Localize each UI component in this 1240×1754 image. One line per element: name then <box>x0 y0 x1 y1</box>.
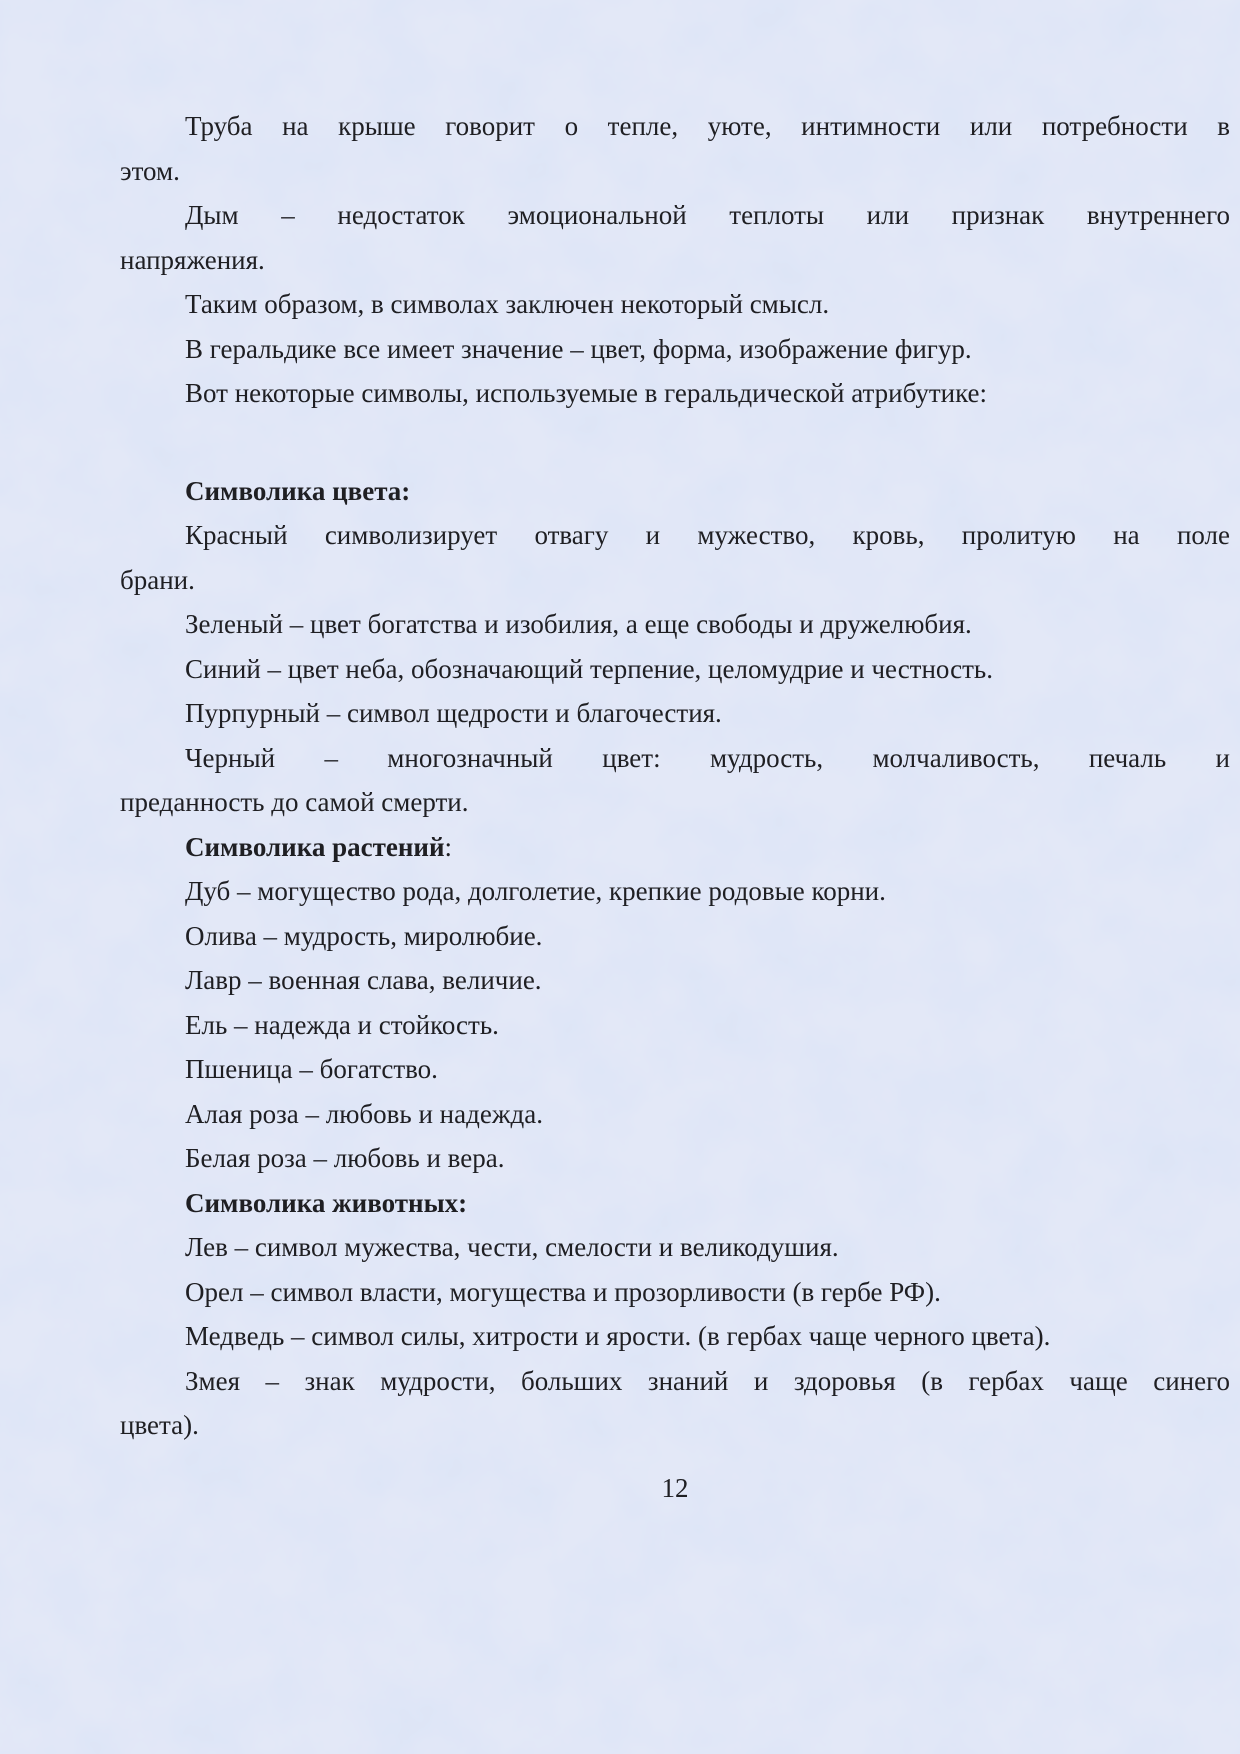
text-line: Олива – мудрость, миролюбие. <box>185 920 543 951</box>
text-line: напряжения. <box>120 244 265 275</box>
text-line: Орел – символ власти, могущества и прозорливости (в гербе РФ). <box>185 1276 941 1307</box>
paragraph <box>120 1136 1230 1181</box>
text-line: Алая роза – любовь и надежда. <box>185 1098 543 1129</box>
section-heading-text: Символика животных: <box>185 1187 468 1218</box>
page-number: 12 <box>661 1472 689 1503</box>
paragraph <box>120 1314 1230 1359</box>
text-line: В геральдике все имеет значение – цвет, форма, изображение фигур. <box>185 333 972 364</box>
section-heading-text: Символика цвета: <box>185 475 411 506</box>
paragraph <box>120 371 1230 416</box>
text-line: этом. <box>120 155 180 186</box>
section-heading-animals <box>120 1181 1230 1226</box>
paragraph <box>120 1047 1230 1092</box>
paragraph <box>120 647 1230 692</box>
text-line: Зеленый – цвет богатства и изобилия, а еще свободы и дружелюбия. <box>185 609 972 639</box>
text-line: Пурпурный – символ щедрости и благочестия. <box>185 698 722 728</box>
text-line: Таким образом, в символах заключен некоторый смысл. <box>185 289 830 319</box>
text-line: цвета). <box>120 1410 199 1440</box>
section-heading-suffix: : <box>444 831 453 862</box>
paragraph <box>120 691 1230 736</box>
text-line: Белая роза – любовь и вера. <box>185 1143 505 1173</box>
text-line: Дуб – могущество рода, долголетие, крепкие родовые корни. <box>185 876 886 906</box>
paragraph <box>120 914 1230 959</box>
text-line: Синий – цвет неба, обозначающий терпение, целомудрие и честность. <box>185 653 993 684</box>
paragraph <box>120 282 1230 327</box>
paragraph <box>120 602 1230 647</box>
document-page <box>120 0 1230 1510</box>
paragraph <box>120 1359 1230 1448</box>
paragraph <box>120 1225 1230 1270</box>
text-line: Ель – надежда и стойкость. <box>185 1009 499 1040</box>
text-line: Труба на крыше говорит о тепле, уюте, интимности или потребности в <box>185 111 1230 141</box>
text-line: преданность до самой смерти. <box>120 787 469 817</box>
text-line: Змея – знак мудрости, больших знаний и здоровья (в гербах чаще синего <box>185 1365 1230 1396</box>
section-heading-color <box>120 469 1230 514</box>
paragraph <box>120 104 1230 193</box>
paragraph <box>120 1092 1230 1137</box>
paragraph <box>120 1270 1230 1315</box>
text-line: Вот некоторые символы, используемые в геральдической атрибутике: <box>185 378 987 408</box>
paragraph <box>120 1003 1230 1048</box>
section-heading-plants <box>120 825 1230 870</box>
section-heading-text: Символика растений <box>185 831 445 862</box>
paragraph <box>120 958 1230 1003</box>
text-line: Красный символизирует отвагу и мужество, кровь, пролитую на поле <box>185 520 1230 550</box>
paragraph <box>120 736 1230 825</box>
text-line: Черный – многозначный цвет: мудрость, молчаливость, печаль и <box>185 742 1230 773</box>
text-line: Дым – недостаток эмоциональной теплоты или признак внутреннего <box>185 200 1230 230</box>
paragraph <box>120 869 1230 914</box>
text-line: Пшеница – богатство. <box>185 1054 438 1084</box>
paragraph <box>120 327 1230 372</box>
text-line: Медведь – символ силы, хитрости и ярости. (в гербах чаще черного цвета). <box>185 1321 1051 1351</box>
paragraph <box>120 193 1230 282</box>
paragraph <box>120 513 1230 602</box>
text-line: Лавр – военная слава, величие. <box>185 965 542 995</box>
text-line: брани. <box>120 564 195 595</box>
text-line: Лев – символ мужества, чести, смелости и великодушия. <box>185 1232 839 1262</box>
blank-line <box>120 416 1230 469</box>
